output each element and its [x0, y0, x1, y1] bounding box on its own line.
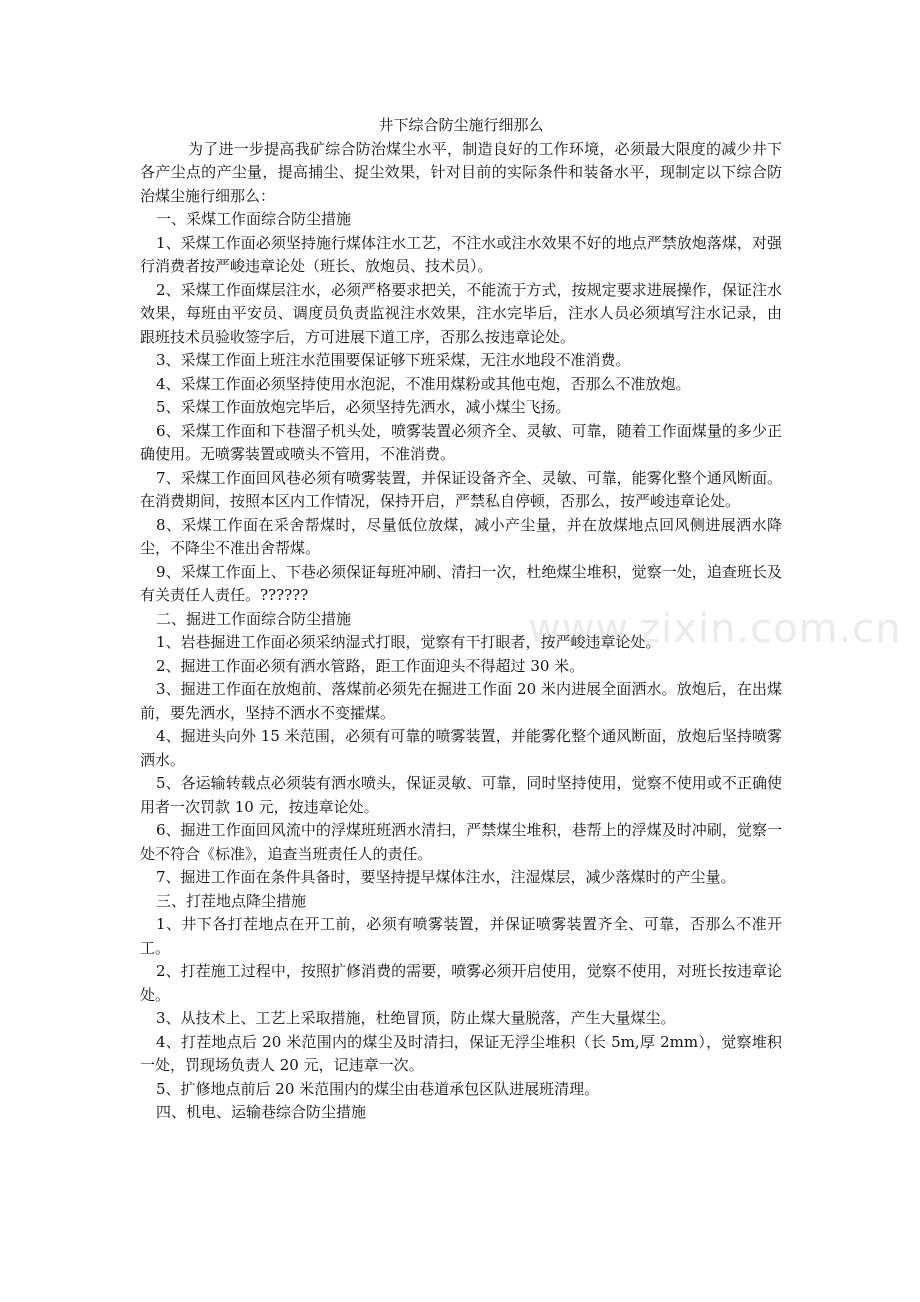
list-item: 2、打茬施工过程中，按照扩修消费的需要，喷雾必须开启使用，觉察不使用，对班长按违章论处。	[140, 962, 782, 1004]
sections-container	[140, 208, 782, 1125]
list-item: 8、采煤工作面在采舍帮煤时，尽量低位放煤，减小产尘量，并在放煤地点回风侧进展洒水降尘，不降尘不准出舍帮煤。	[140, 515, 782, 557]
list-item: 5、各运输转载点必须装有洒水喷头，保证灵敏、可靠，同时坚持使用，觉察不使用或不正确使用者一次罚款 10 元，按违章论处。	[140, 774, 782, 816]
section-heading: 四、机电、运输巷综合防尘措施	[156, 1103, 367, 1121]
list-item: 3、采煤工作面上班注水范围要保证够下班采煤，无注水地段不准消费。	[156, 351, 631, 369]
list-item: 2、掘进工作面必须有洒水管路，距工作面迎头不得超过 30 米。	[156, 656, 585, 675]
section-heading: 一、采煤工作面综合防尘措施	[156, 210, 352, 228]
list-item: 4、打茬地点后 20 米范围内的煤尘及时清扫，保证无浮尘堆积（长 5m,厚 2mm），觉察堆积一处，罚现场负责人 20 元，记违章一次。	[140, 1032, 782, 1074]
document-body	[140, 114, 782, 1125]
list-item: 4、采煤工作面必须坚持使用水泡泥，不准用煤粉或其他屯炮，否那么不准放炮。	[156, 374, 691, 393]
list-item: 1、井下各打茬地点在开工前，必须有喷雾装置，并保证喷雾装置齐全、可靠，否那么不准开工。	[140, 915, 782, 957]
list-item: 6、掘进工作面回风流中的浮煤班班洒水清扫，严禁煤尘堆积，巷帮上的浮煤及时冲刷，觉察一处不符合《标准》，追查当班责任人的责任。	[140, 821, 782, 863]
section-heading: 三、打茬地点降尘措施	[156, 891, 307, 910]
list-item: 7、掘进工作面在条件具备时，要坚持提早煤体注水，注湿煤层，减少落煤时的产尘量。	[156, 868, 736, 886]
list-item: 3、从技术上、工艺上采取措施，杜绝冒顶，防止煤大量脱落，产生大量煤尘。	[156, 1009, 676, 1027]
section-heading: 二、掘进工作面综合防尘措施	[156, 609, 352, 628]
list-item: 9、采煤工作面上、下巷必须保证每班冲刷、清扫一次，杜绝煤尘堆积，觉察一处，追查班长及有关责任人责任。??????	[140, 562, 782, 604]
list-item: 1、采煤工作面必须坚持施行煤体注水工艺，不注水或注水效果不好的地点严禁放炮落煤，对强行消费者按严峻违章论处（班长、放炮员、技术员）。	[140, 233, 782, 275]
list-item: 1、岩巷掘进工作面必须采纳湿式打眼，觉察有干打眼者，按严峻违章论处。	[156, 633, 661, 651]
list-item: 5、扩修地点前后 20 米范围内的煤尘由巷道承包区队进展班清理。	[156, 1079, 600, 1098]
list-item: 2、采煤工作面煤层注水，必须严格要求把关，不能流于方式，按规定要求进展操作，保证注水效果，每班由平安员、调度员负责监视注水效果，注水完毕后，注水人员必须填写注水记录，由跟班技术员验收签字后，方可进展下道工序，否那么按违章论处。	[140, 280, 782, 346]
list-item: 7、采煤工作面回风巷必须有喷雾装置，并保证设备齐全、灵敏、可靠，能雾化整个通风断面。在消费期间，按照本区内工作情况，保持开启，严禁私自停顿，否那么，按严峻违章论处。	[140, 468, 782, 510]
document-title: 井下综合防尘施行细那么	[378, 116, 544, 134]
list-item: 5、采煤工作面放炮完毕后，必须坚持先洒水，减小煤尘飞扬。	[156, 398, 571, 416]
list-item: 6、采煤工作面和下巷溜子机头处，喷雾装置必须齐全、灵敏、可靠，随着工作面煤量的多少正确使用。无喷雾装置或喷头不管用，不准消费。	[140, 421, 782, 463]
watermark: www.zixin.com.cn	[528, 606, 902, 652]
intro-paragraph: 为了进一步提高我矿综合防治煤尘水平，制造良好的工作环境，必须最大限度的减少井下各产尘点的产尘量，提高捕尘、捉尘效果，针对目前的实际条件和装备水平，现制定以下综合防治煤尘施行细那么：	[140, 139, 782, 205]
list-item: 3、掘进工作面在放炮前、落煤前必须先在掘进工作面 20 米内进展全面洒水。放炮后，在出煤前，要先洒水，坚持不洒水不变攉煤。	[140, 680, 782, 722]
list-item: 4、掘进头向外 15 米范围，必须有可靠的喷雾装置，并能雾化整个通风断面，放炮后坚持喷雾洒水。	[140, 727, 782, 769]
